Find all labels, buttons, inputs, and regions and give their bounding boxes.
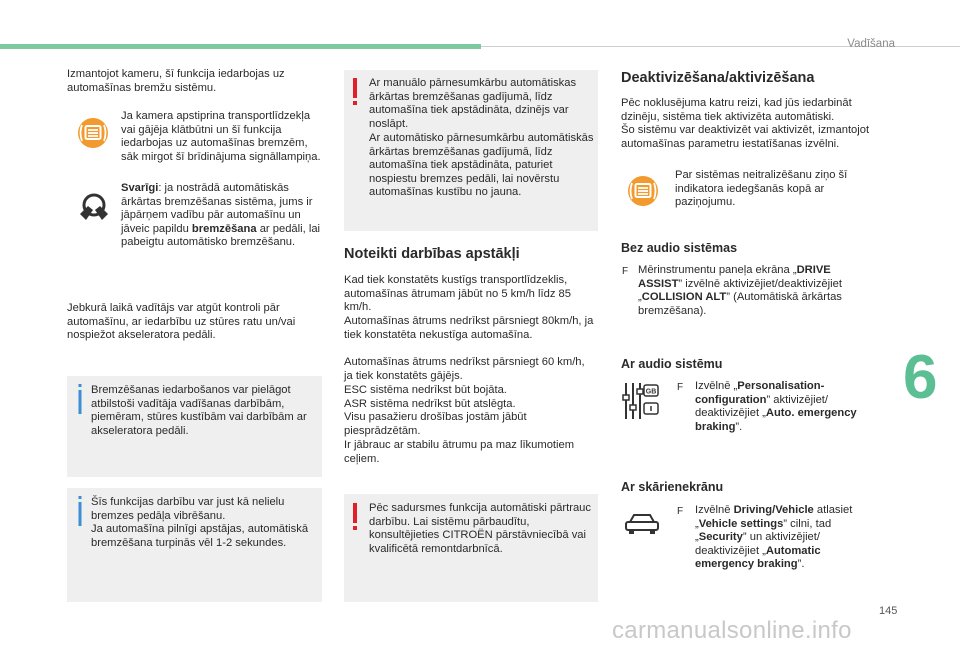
audio-text-2: ” aktivizējiet/ deaktivizējiet „ [695,393,829,420]
camera-warning-text: Ja kamera apstiprina transportlīdzekļa vai gājēja klātbūtni un šī funkcija iedarbojas uz automašīnas bremzēm, sāk mirgot šī brīdinājuma signāllampiņa. [121,110,321,163]
touchscreen-instructions [695,504,875,572]
neutralisation-text: Par sistēmas neitralizēšanu ziņo šī indikatora iedegšanās kopā ar paziņojumu. [675,169,848,209]
info-note-2b: Ja automašīna pilnīgi apstājas, automātiskā bremzēšana turpinās vēl 1-2 sekundes. [91,523,309,549]
touch-text-3: ” cilni, tad „ [695,517,832,544]
important-text-2: ar pedāli, lai pabeigtu automātisko bremzēšanu. [121,222,321,249]
info-note-2a: Šīs funkcijas darbību var just kā nelielu bremzes pedāļa vibrēšanu. [91,496,285,522]
section-title: Vadīšana [847,38,895,50]
audio-instructions [695,380,873,434]
condition-moving-vehicle: Kad tiek konstatēts kustīgs transportlīdzeklis, automašīnas ātrumam jābūt no 5 km/h līdz 85 km/h. [344,274,571,314]
touch-text-2: atlasiet „ [695,504,853,530]
conditions-heading: Noteikti darbības apstākļi [344,246,520,262]
page-number: 145 [879,605,898,617]
info-icon [76,496,84,526]
audio-text-3: ”. [735,420,743,433]
deactivation-intro: Pēc noklusējuma katru reizi, kad jūs iedarbināt dzinēju, sistēma tiek aktivizēta automātiski. Šo sistēmu var deaktivizēt vai aktivizēt, izmantojot automašīnas parametru iestatīšanas izvēlni. [621,97,870,150]
gb-label: GB [645,388,657,396]
warning-auto-gearbox: Ar automātisko pārnesumkārbu automātiskās ārkārtas bremzēšanas gadījumā, līdz automašīna tiek apstādināta, paturiet nospiestu bremzes pedāli, lai novērstu automašīnas kustību no jauna. [369,132,594,199]
touch-text-4: ” un aktivizējiet/ deaktivizējiet „ [695,531,820,557]
condition-esc: ESC sistēma nedrīkst būt bojāta. [344,384,507,396]
no-audio-heading: Bez audio sistēmas [621,241,738,255]
warning-icon [351,503,359,531]
automatic-emergency-braking-option: Automatic emergency braking [695,544,821,571]
bullet-marker: F [677,506,684,517]
warning-manual-gearbox: Ar manuālo pārnesumkārbu automātiskas ārkārtas bremzēšanas gadījumā, līdz automašīna tiek apstādināta, dzinējs var noslāpt. [369,77,577,130]
condition-asr: ASR sistēma nedrīkst būt atslēgta. [344,398,516,410]
no-audio-text-3: ” (Automātiskā ārkārtas bremzēšana). [638,291,842,317]
audio-settings-icon [622,381,660,421]
condition-stationary-vehicle: Automašīnas ātrums nedrīkst pārsniegt 80km/h, ja tiek konstatēta nekustīga automašīna. [344,315,594,341]
chapter-number: 6 [903,343,938,412]
condition-pedestrian: Automašīnas ātrums nedrīkst pārsniegt 60 km/h, ja tiek konstatēts gājējs. [344,356,585,382]
drive-assist-menu: DRIVE ASSIST [638,264,831,290]
important-text-1: : ja nostrādā automātiskās ārkārtas bremzēšanas sistēma, jums ir jāpārņem vadību pār automašīnu un jāveic papildu [121,182,313,235]
touchscreen-heading: Ar skārienekrānu [621,480,724,494]
security-option: Security [698,531,743,544]
no-audio-text-1: Mērinstrumentu paneļa ekrāna „ [638,264,797,276]
driver-control-text: Jebkurā laikā vadītājs var atgūt kontroli pār automašīnu, ar iedarbību uz stūres ratu un/vai nospiežot akseleratora pedāli. [67,302,296,342]
brake-warning-icon [76,116,110,150]
important-bold: bremzēšana [191,222,257,235]
audio-text-1: Izvēlnē „ [695,380,738,392]
deactivation-heading: Deaktivizēšana/aktivizēšana [621,70,815,86]
warning-after-collision: Pēc sadursmes funkcija automātiski pārtrauc darbību. Lai sistēmu pārbaudītu, konsultējieties CITROËN pārstāvniecībā vai kvalificētā remontdarbnīcā. [369,502,591,555]
driving-vehicle-menu: Driving/Vehicle [733,504,814,516]
no-audio-text-2: ” izvēlnē aktivizējiet/deaktivizējiet „ [638,277,842,304]
touch-text-1: Izvēlnē [695,504,734,516]
hands-on-wheel-icon [76,190,112,224]
warning-icon [351,78,359,106]
important-note [121,182,321,250]
car-icon [624,513,660,535]
info-note-1: Bremzēšanas iedarbošanos var pielāgot atbilstoši vadītāja vadīšanas darbībām, piemēram, stūres kustībām vai darbībām ar akseleratora pedāli. [91,384,307,437]
personalisation-menu: Personalisation-configuration [695,380,825,406]
bullet-marker: F [622,266,629,277]
important-label: Svarīgi [121,182,159,194]
touch-text-5: ”. [797,558,805,571]
auto-emergency-braking-option: Auto. emergency braking [695,407,857,433]
watermark: carmanualsonline.info [612,617,852,644]
vehicle-settings-tab: Vehicle settings [698,517,784,530]
header-accent-bar [0,44,481,49]
bullet-marker: F [677,382,684,393]
no-audio-instructions [638,264,873,318]
condition-roads: Ir jābrauc ar stabilu ātrumu pa maz līkumotiem ceļiem. [344,439,575,465]
brake-warning-icon [626,174,660,208]
condition-seatbelts: Visu pasažieru drošības jostām jābūt piesprādzētām. [344,411,527,437]
collision-alt-option: COLLISION ALT [641,291,727,304]
audio-heading: Ar audio sistēmu [621,357,723,371]
intro-text: Izmantojot kameru, šī funkcija iedarbojas uz automašīnas bremžu sistēmu. [67,68,285,94]
info-icon [76,384,84,414]
